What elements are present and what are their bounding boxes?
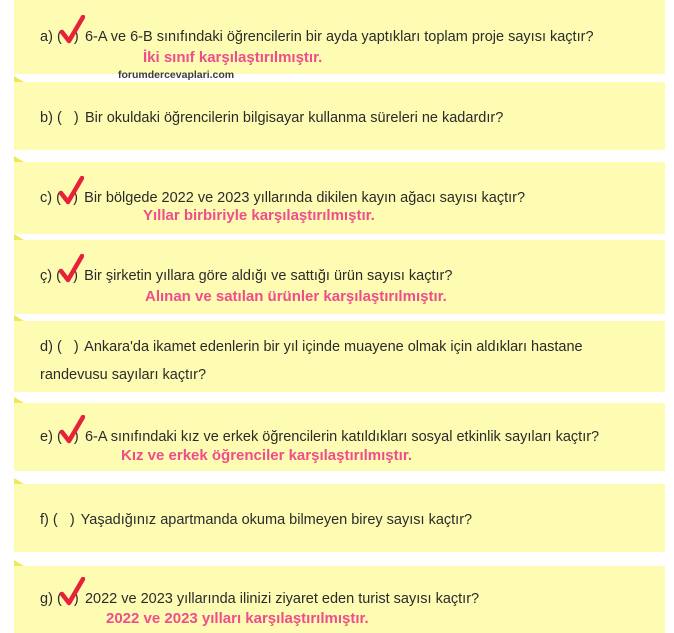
question-text-e: e) ( ) 6-A sınıfındaki kız ve erkek öğrencilerin katıldıkları sosyal etkinlik sayıları kaçtır? — [40, 427, 657, 447]
watermark: forumdercevaplari.com — [118, 69, 235, 81]
question-text-c: c) ( ) Bir bölgede 2022 ve 2023 yıllarında dikilen kayın ağacı sayısı kaçtır? — [40, 188, 657, 208]
question-card-a — [14, 0, 665, 74]
check-mark-icon — [59, 415, 85, 445]
answer-box-c[interactable]: ( ) — [56, 188, 80, 208]
question-card-c — [14, 162, 665, 234]
answer-box-g[interactable]: ( ) — [57, 589, 81, 609]
question-text-cc: ç) ( ) Bir şirketin yıllara göre aldığı ve sattığı ürün sayısı kaçtır? — [40, 266, 657, 286]
answer-box-d[interactable]: ( ) — [56, 339, 79, 355]
answer-box-f[interactable]: ( ) — [52, 512, 75, 528]
answer-box-a[interactable]: ( ) — [57, 27, 81, 47]
question-text-f: f) ( ) Yaşadığınız apartmanda okuma bilmeyen birey sayısı kaçtır? — [40, 512, 473, 528]
question-card-d — [14, 321, 665, 392]
answer-text-cc: Alınan ve satılan ürünler karşılaştırılmıştır. — [145, 288, 447, 305]
question-card-e — [14, 403, 665, 471]
question-card-cc — [14, 240, 665, 314]
check-mark-icon — [59, 15, 85, 45]
question-text-g: g) ( ) 2022 ve 2023 yıllarında ilinizi ziyaret eden turist sayısı kaçtır? — [40, 589, 657, 609]
question-text-a: a) ( ) 6-A ve 6-B sınıfındaki öğrencilerin bir ayda yaptıkları toplam proje sayısı kaçtır? — [40, 27, 657, 47]
check-mark-icon — [58, 254, 84, 284]
question-card-g — [14, 566, 665, 633]
question-card-f — [14, 484, 665, 552]
answer-box-cc[interactable]: ( ) — [56, 266, 80, 286]
question-text-d: d) ( ) Ankara'da ikamet edenlerin bir yıl içinde muayene olmak için aldıkları hastane randevusu sayıları kaçtır? — [40, 333, 651, 389]
answer-box-e[interactable]: ( ) — [57, 427, 81, 447]
check-mark-icon — [59, 577, 85, 607]
question-text-b: b) ( ) Bir okuldaki öğrencilerin bilgisayar kullanma süreleri ne kadardır? — [40, 110, 504, 126]
answer-text-a: İki sınıf karşılaştırılmıştır. — [143, 49, 323, 66]
question-card-b — [14, 82, 665, 150]
answer-text-c: Yıllar birbiriyle karşılaştırılmıştır. — [143, 207, 375, 224]
answer-box-b[interactable]: ( ) — [56, 110, 79, 126]
answer-text-e: Kız ve erkek öğrenciler karşılaştırılmıştır. — [121, 447, 412, 464]
answer-text-g: 2022 ve 2023 yılları karşılaştırılmıştır. — [106, 610, 369, 627]
check-mark-icon — [58, 176, 84, 206]
